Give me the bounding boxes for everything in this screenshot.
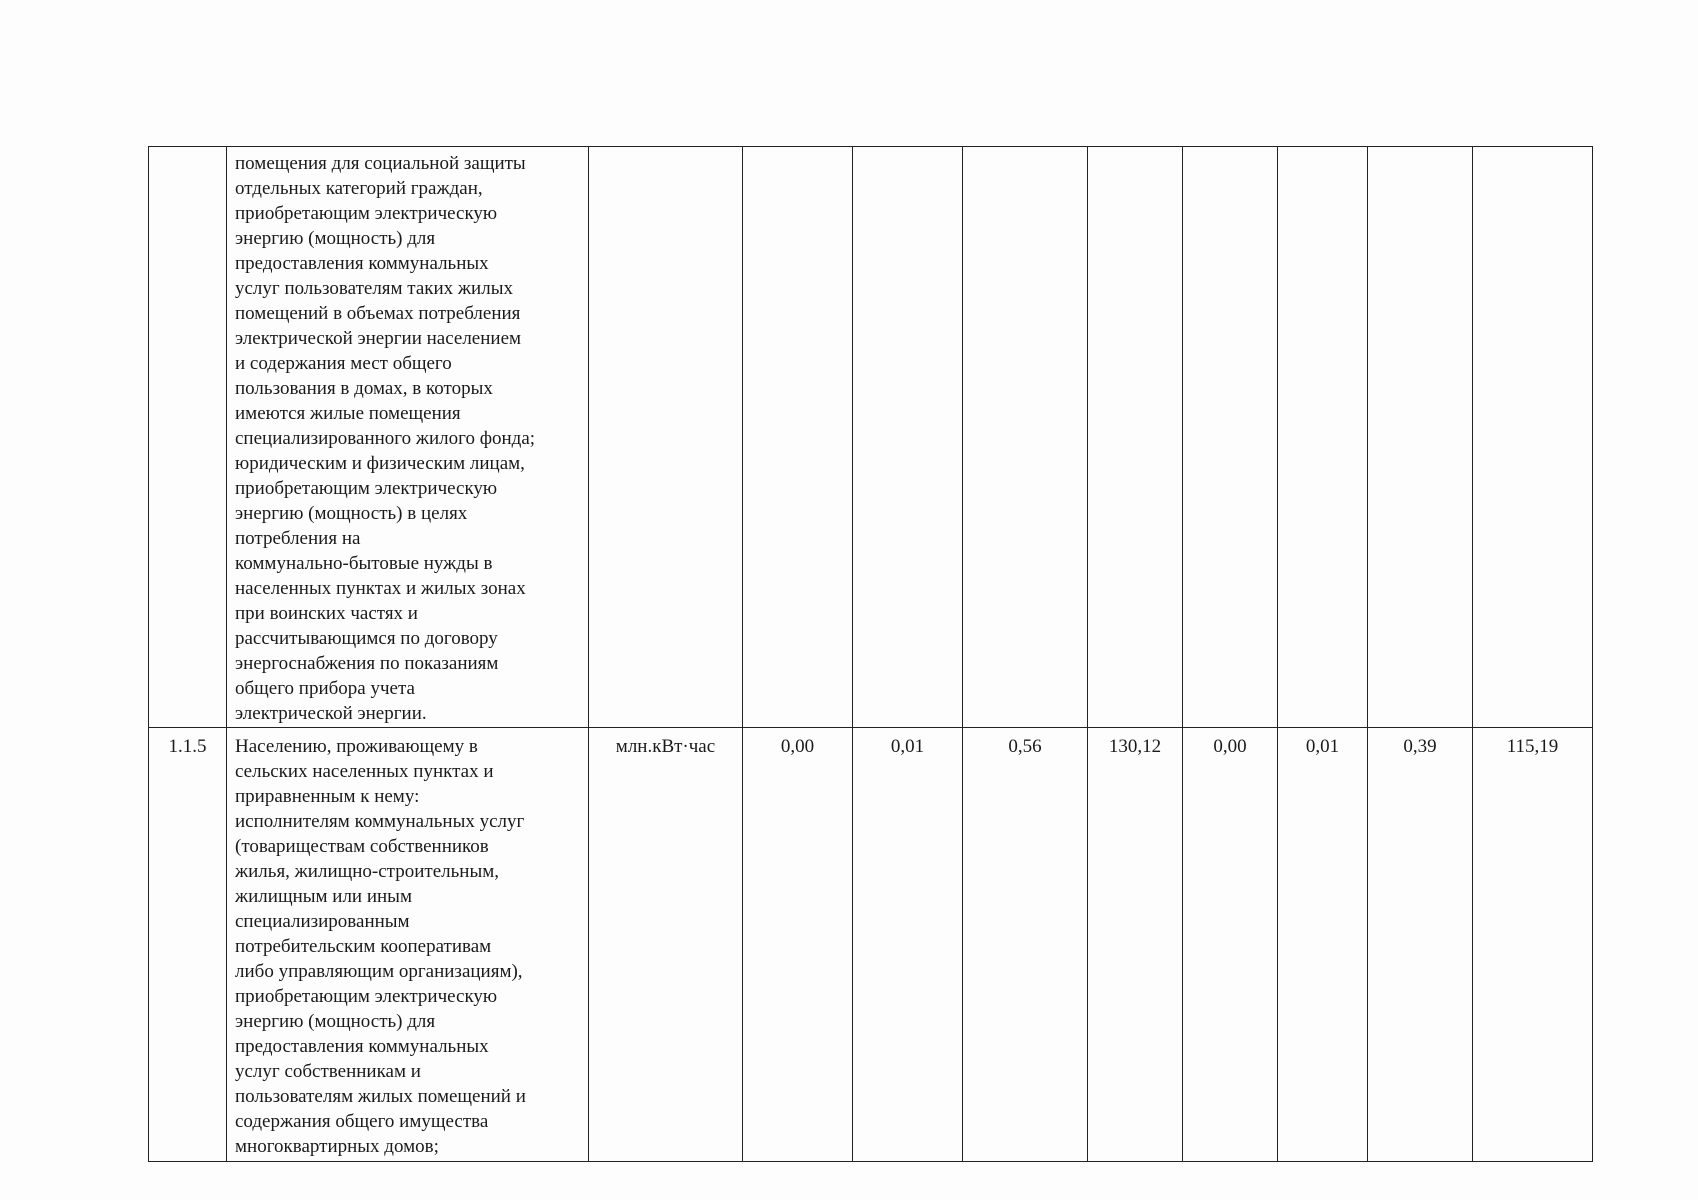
table-row (149, 147, 1593, 728)
row-unit (589, 147, 743, 728)
row-description (227, 147, 589, 728)
row-number: 1.1.5 (149, 728, 227, 1162)
row-value (963, 147, 1088, 728)
table-row (149, 728, 1593, 1162)
row-unit: млн.кВт·час (589, 728, 743, 1162)
row-value: 115,19 (1473, 728, 1593, 1162)
tariff-table (148, 146, 1593, 1162)
row-description (227, 728, 589, 1162)
row-value: 0,01 (1278, 728, 1368, 1162)
row-value (1368, 147, 1473, 728)
row-value: 0,56 (963, 728, 1088, 1162)
row-value (1183, 147, 1278, 728)
row-number (149, 147, 227, 728)
row-value: 0,39 (1368, 728, 1473, 1162)
row-description-text: помещения для социальной защиты отдельных категорий граждан, приобретающим электрическую энергию (мощность) для предоставления коммунальных услуг пользователям таких жилых помещений в объемах потребления электрической энергии населением и содержания мест общего пользования в домах, в которых имеются жилые помещения специализированного жилого фонда; юридическим и физическим лицам, приобретающим электрическую энергию (мощность) в целях потребления на коммунально-бытовые нужды в населенных пунктах и жилых зонах при воинских частях и рассчитывающимся по договору энергоснабжения по показаниям общего прибора учета электрической энергии. (235, 153, 536, 724)
row-value (853, 147, 963, 728)
row-value: 0,00 (1183, 728, 1278, 1162)
row-value: 130,12 (1088, 728, 1183, 1162)
row-value: 0,00 (743, 728, 853, 1162)
row-description-text: Населению, проживающему в сельских населенных пунктах и приравненным к нему: исполнителям коммунальных услуг (товариществам собственников жилья, жилищно-строительным, жилищным или иным специализированным потребительским кооперативам либо управляющим организациям), приобретающим электрическую энергию (мощность) для предоставления коммунальных услуг собственникам и пользователям жилых помещений и содержания общего имущества многоквартирных домов; (235, 736, 526, 1157)
row-value: 0,01 (853, 728, 963, 1162)
row-value (743, 147, 853, 728)
row-value (1088, 147, 1183, 728)
row-value (1473, 147, 1593, 728)
row-value (1278, 147, 1368, 728)
